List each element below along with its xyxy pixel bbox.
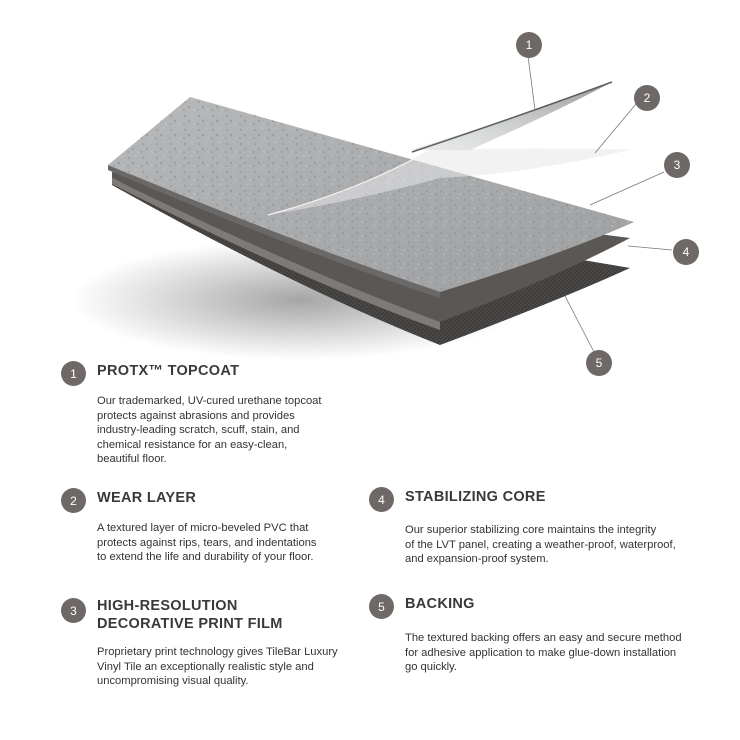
layer-3-number-badge: 3 <box>61 598 86 623</box>
layer-5-number-badge: 5 <box>369 594 394 619</box>
layer-2-description: A textured layer of micro-beveled PVC that protects against rips, tears, and indentations to extend the life and durability of your floor. <box>97 522 317 564</box>
topcoat-sheet <box>410 82 612 150</box>
layer-3-item <box>61 596 381 691</box>
layer-2-item <box>61 488 381 568</box>
callout-2-badge: 2 <box>634 85 660 111</box>
layer-4-description: Our superior stabilizing core maintains the integrity of the LVT panel, creating a weather-proof, waterproof, and expansion-proof system. <box>405 524 676 566</box>
callout-1-badge: 1 <box>516 32 542 58</box>
layer-3-title: HIGH-RESOLUTION DECORATIVE PRINT FILM <box>97 598 283 632</box>
callout-3-badge: 3 <box>664 152 690 178</box>
layer-2-title: WEAR LAYER <box>97 490 197 506</box>
layer-3-description: Proprietary print technology gives TileBar Luxury Vinyl Tile an exceptionally realistic style and uncompromising visual quality. <box>97 646 338 688</box>
layer-1-description: Our trademarked, UV-cured urethane topcoat protects against abrasions and provides industry-leading scratch, scuff, stain, and chemical resistance for an easy-clean, beautiful floor. <box>97 395 322 466</box>
layer-5-item <box>369 594 729 674</box>
callout-4-badge: 4 <box>673 239 699 265</box>
layer-1-title: PROTX™ TOPCOAT <box>97 363 240 379</box>
callout-5-badge: 5 <box>586 350 612 376</box>
layer-1-number-badge: 1 <box>61 361 86 386</box>
layer-4-item <box>369 487 729 567</box>
layer-4-number-badge: 4 <box>369 487 394 512</box>
layer-2-number-badge: 2 <box>61 488 86 513</box>
layer-5-description: The textured backing offers an easy and secure method for adhesive application to make glue-down installation go quickly. <box>405 632 682 674</box>
layer-1-item <box>61 361 381 471</box>
layer-4-title: STABILIZING CORE <box>405 489 546 505</box>
layer-5-title: BACKING <box>405 596 475 612</box>
